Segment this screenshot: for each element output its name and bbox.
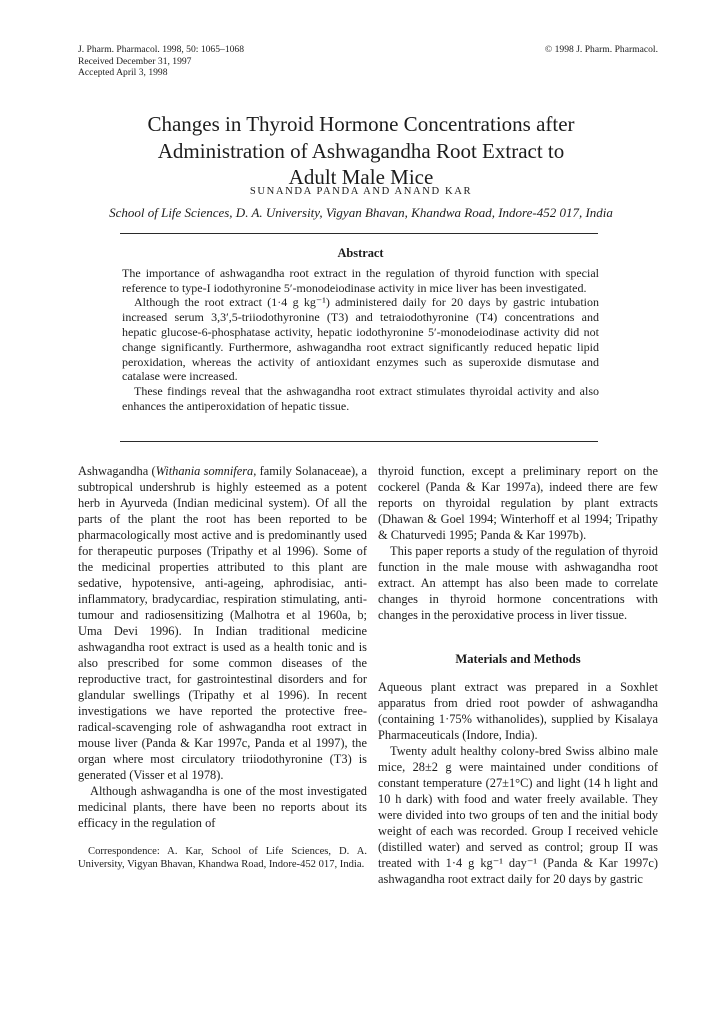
accepted-date: Accepted April 3, 1998 [78, 67, 168, 79]
body-paragraph: Twenty adult healthy colony-bred Swiss albino male mice, 28±2 g were maintained under conditions of constant temperature (27±1°C) and light (14 h light and 10 h dark) with food and water freely available. They were divided into two groups of ten and the initial body weight of each was recorded. Group I received vehicle (distilled water) and served as control; group II was treated with 1·4 g kg⁻¹ day⁻¹ (Panda & Kar 1997c) ashwagandha root extract daily for 20 days by gastric [378, 744, 658, 886]
title-line: Adult Male Mice [288, 165, 434, 190]
abstract-heading: Abstract [337, 246, 384, 260]
affiliation-line: School of Life Sciences, D. A. University, Vigyan Bhavan, Khandwa Road, Indore-452 017, India [109, 205, 613, 220]
title-line: Administration of Ashwagandha Root Extract to [157, 138, 565, 163]
section-heading-materials-methods: Materials and Methods [455, 652, 581, 666]
abstract-paragraph: These findings reveal that the ashwagandha root extract stimulates thyroidal activity and also enhances the antiperoxidation of hepatic tissue. [122, 384, 599, 413]
species-name-italic: Withania somnifera [155, 464, 254, 478]
body-paragraph: Although ashwagandha is one of the most investigated medicinal plants, there have been no reports about its efficacy in the regulation of [78, 784, 367, 830]
authors-line: SUNANDA PANDA AND ANAND KAR [249, 186, 473, 197]
received-date: Received December 31, 1997 [78, 55, 192, 67]
paragraph-text: , family Solanaceae), a subtropical undershrub is highly esteemed as a potent herb in Ayurveda (Indian medicinal system). Of all the parts of the plant the root has been reported to be pharmacologically most active and is predominantly used for therapeutic purposes (Tripathy et al 1996). Some of the medicinal properties attributed to this plant are sedative, hypotensive, anti-ageing, aphrodisiac, anti-inflammatory, bradycardiac, respiration stimulating, anti-tumour and radiosensitizing (Malhotra et al 1960a, b; Uma Devi 1996). In Indian traditional medicine ashwagandha root extract is used as a health tonic and is also prescribed for some common diseases of the reproductive tract, for gastrointestinal disorders and for glandular swellings (Tripathy et al 1996). In recent investigations we have reported the protective free-radical-scavenging role of ashwagandha root extract in mouse liver (Panda & Kar 1997c, Panda et al 1997), the organ where most circulatory triiodothyronine (T3) is generated (Visser et al 1978). [78, 464, 367, 782]
body-paragraph: Aqueous plant extract was prepared in a Soxhlet apparatus from dried root powder of ashwagandha (containing 1·75% withanolides), supplied by Kisalaya Pharmaceuticals (Indore, India). [378, 680, 658, 742]
article-body [78, 463, 658, 887]
correspondence-footnote: Correspondence: A. Kar, School of Life Sciences, D. A. University, Vigyan Bhavan, Khandwa Road, Indore-452 017, India. [78, 846, 367, 870]
abstract-rule-top [120, 233, 598, 234]
abstract-paragraph: Although the root extract (1·4 g kg⁻¹) administered daily for 20 days by gastric intubation increased serum 3,3′,5-triiodothyronine (T3) and tetraiodothyronine (T4) concentrations and hepatic glucose-6-phosphatase activity, hepatic iodothyronine 5′-monodeiodinase activity did not change significantly. Furthermore, ashwagandha root extract significantly reduced hepatic lipid peroxidation, whereas the activity of antioxidant enzymes such as superoxide dismutase and catalase were increased. [122, 295, 599, 384]
body-paragraph [78, 463, 367, 783]
copyright-notice: © 1998 J. Pharm. Pharmacol. [544, 44, 658, 55]
abstract-section [122, 246, 599, 414]
body-paragraph: This paper reports a study of the regulation of thyroid function in the male mouse with ashwagandha root extract. An attempt has also been made to correlate changes in thyroid hormone concentrations with changes in the peroxidative process in liver tissue. [378, 544, 658, 622]
journal-citation: J. Pharm. Pharmacol. 1998, 50: 1065–1068 [78, 44, 245, 55]
title-line: Changes in Thyroid Hormone Concentrations after [147, 112, 575, 137]
right-column [378, 463, 658, 887]
abstract-paragraph: The importance of ashwagandha root extract in the regulation of thyroid function with special reference to type-I iodothyronine 5′-monodeiodinase activity in mice liver has been investigated. [122, 265, 599, 295]
abstract-rule-bottom [120, 441, 598, 442]
body-paragraph: thyroid function, except a preliminary report on the cockerel (Panda & Kar 1997a), indeed there are few reports on thyroidal regulation by plant extracts (Dhawan & Goel 1994; Winterhoff et al 1994; Tripathy & Chaturvedi 1995; Panda & Kar 1997b). [378, 464, 658, 542]
paragraph-text: Ashwagandha ( [78, 464, 156, 478]
journal-header-left [78, 44, 244, 79]
article-title [61, 111, 661, 191]
left-column [78, 463, 367, 887]
